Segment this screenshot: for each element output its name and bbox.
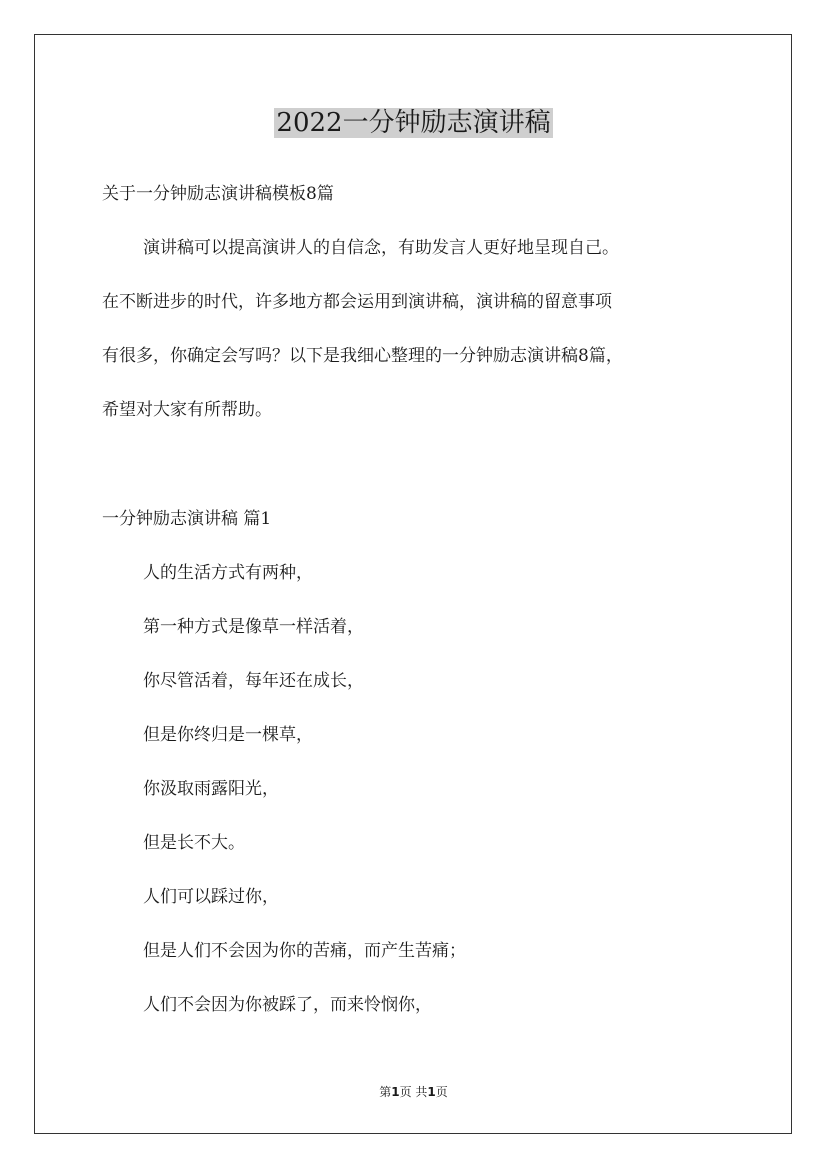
section-line: 人们不会因为你被踩了，而来怜悯你， xyxy=(143,995,432,1015)
section-line: 但是人们不会因为你的苦痛，而产生苦痛； xyxy=(143,941,466,961)
footer-suffix: 页 xyxy=(435,1085,448,1099)
intro-line: 演讲稿可以提高演讲人的自信念，有助发言人更好地呈现自己。 xyxy=(143,238,619,258)
intro-line: 在不断进步的时代，许多地方都会运用到演讲稿，演讲稿的留意事项 xyxy=(102,292,612,312)
section-line: 你尽管活着，每年还在成长， xyxy=(143,671,364,691)
section-line: 第一种方式是像草一样活着， xyxy=(143,617,364,637)
section-line: 人们可以踩过你， xyxy=(143,887,279,907)
intro-line: 希望对大家有所帮助。 xyxy=(102,400,272,420)
page-footer xyxy=(0,1084,827,1100)
document-subtitle: 关于一分钟励志演讲稿模板8篇 xyxy=(102,184,334,204)
footer-page-number: 1 xyxy=(391,1085,400,1099)
intro-line: 有很多，你确定会写吗？以下是我细心整理的一分钟励志演讲稿8篇， xyxy=(102,346,623,366)
section-heading: 一分钟励志演讲稿 篇1 xyxy=(102,509,272,529)
footer-total-pages: 1 xyxy=(427,1085,436,1099)
footer-middle: 页 共 xyxy=(399,1085,428,1099)
section-line: 人的生活方式有两种， xyxy=(143,563,313,583)
section-line: 但是长不大。 xyxy=(143,833,245,853)
footer-prefix: 第 xyxy=(379,1085,392,1099)
document-title: 2022一分钟励志演讲稿 xyxy=(276,108,551,138)
section-line: 你汲取雨露阳光， xyxy=(143,779,279,799)
section-line: 但是你终归是一棵草， xyxy=(143,725,313,745)
